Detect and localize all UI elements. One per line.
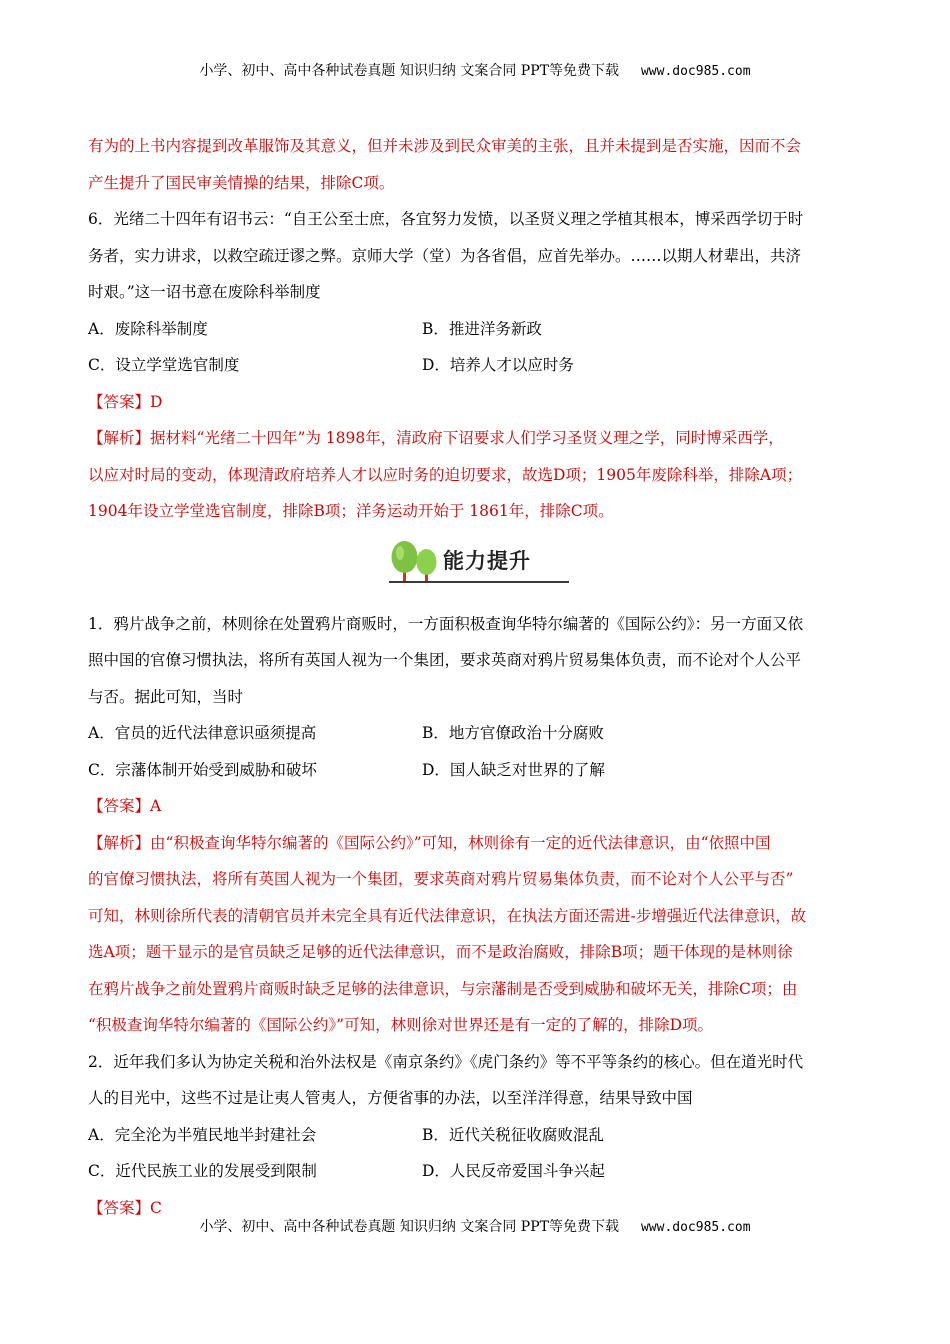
- section-title: 能力提升: [443, 548, 531, 573]
- q6-option-a: A．废除科举制度: [88, 319, 208, 338]
- answer-tag: 【答案】: [88, 1198, 151, 1217]
- q6-options-row: [88, 311, 864, 348]
- footer-text: 小学、初中、高中各种试卷真题 知识归纳 文案合同 PPT等免费下载: [199, 1219, 619, 1235]
- document-body: [88, 128, 864, 1226]
- q1-stem-line: 与否。据此可知，当时: [88, 687, 244, 706]
- answer-tag: 【答案】: [88, 797, 151, 815]
- analysis-tag: 【解析】: [88, 429, 151, 447]
- prev-analysis-line: 产生提升了国民审美情操的结果，排除C项。: [88, 173, 395, 192]
- analysis-text: 据材料“光绪二十四年”为 1898年，清政府下诏要求人们学习圣贤义理之学，同时博采西学，: [150, 429, 784, 447]
- q1-analysis-line: 选A项；题干显示的是官员缺乏足够的近代法律意识，而不是政治腐败，排除B项；题干体现的是林则徐: [88, 943, 793, 961]
- section-banner: [88, 534, 864, 598]
- q2-option-d: D．人民反帝爱国斗争兴起: [422, 1162, 605, 1180]
- q1-answer: [88, 788, 864, 825]
- page-header: [0, 60, 950, 80]
- q1-stem-line: 1．鸦片战争之前，林则徐在处置鸦片商贩时，一方面积极查询华特尔编著的《国际公约》：另一方面又依: [88, 614, 804, 633]
- q1-option-c: C．宗藩体制开始受到威胁和破坏: [88, 760, 317, 779]
- q1-analysis-line: “积极查询华特尔编著的《国际公约》”可知，林则徐对世界还是有一定的了解的，排除D项。: [88, 1016, 714, 1034]
- q2-option-b: B．近代关税征收腐败混乱: [422, 1125, 604, 1144]
- header-site: www.doc985.com: [640, 64, 751, 79]
- q6-analysis-line: 以应对时局的变动，体现清政府培养人才以应时务的迫切要求，故选D项；1905年废除科举，排除A项；: [88, 465, 803, 484]
- q2-option-a: A．完全沦为半殖民地半封建社会: [88, 1125, 317, 1144]
- header-text: 小学、初中、高中各种试卷真题 知识归纳 文案合同 PPT等免费下载: [199, 63, 619, 79]
- q6-analysis-line: 1904年设立学堂选官制度，排除B项；洋务运动开始于 1861年，排除C项。: [88, 502, 614, 520]
- q2-stem-line: 人的目光中，这些不过是让夷人管夷人，方便省事的办法，以至洋洋得意，结果导致中国: [88, 1089, 693, 1107]
- q1-options-row: [88, 715, 864, 752]
- q6-stem-line: 6．光绪二十四年有诏书云：“自王公至士庶，各宜努力发愤，以圣贤义理之学植其根本，博采西学切于时: [88, 210, 804, 228]
- q2-options-row: [88, 1153, 864, 1190]
- answer-value: C: [150, 1198, 162, 1217]
- q6-answer: [88, 384, 864, 421]
- tree-icon-leaf: [392, 541, 418, 573]
- q1-analysis-line: [88, 825, 864, 862]
- tree-icon-leaf-shade: [396, 546, 404, 560]
- section-underline: [389, 581, 569, 583]
- q1-option-b: B．地方官僚政治十分腐败: [422, 724, 604, 742]
- tree-icon-leaf: [417, 549, 437, 575]
- section-banner-box: [381, 541, 571, 591]
- q2-stem-line: 2．近年我们多认为协定关税和治外法权是《南京条约》《虎门条约》等不平等条约的核心。但在道光时代: [88, 1052, 804, 1071]
- q1-stem-line: 照中国的官僚习惯执法，将所有英国人视为一个集团，要求英商对鸦片贸易集体负责，而不论对个人公平: [88, 651, 802, 669]
- q1-options-row: [88, 752, 864, 789]
- q6-option-c: C．设立学堂选官制度: [88, 356, 240, 374]
- q6-option-d: D．培养人才以应时务: [422, 356, 574, 374]
- answer-value: D: [150, 392, 163, 411]
- analysis-text: 由“积极查询华特尔编著的《国际公约》”可知，林则徐有一定的近代法律意识，由“依照中国: [150, 833, 771, 852]
- q6-stem-line: 务者，实力讲求，以救空疏迂谬之弊。京师大学（堂）为各省倡，应首先举办。……以期人材辈出，共济: [88, 246, 802, 265]
- answer-value: A: [150, 797, 162, 815]
- q6-analysis-line: [88, 420, 864, 457]
- q2-options-row: [88, 1117, 864, 1154]
- q6-option-b: B．推进洋务新政: [422, 319, 542, 338]
- q1-option-a: A．官员的近代法律意识亟须提高: [88, 724, 317, 742]
- q6-stem-line: 时艰。”这一诏书意在废除科举制度: [88, 283, 321, 301]
- analysis-tag: 【解析】: [88, 833, 151, 852]
- prev-analysis-line: 有为的上书内容提到改革服饰及其意义，但并未涉及到民众审美的主张，且并未提到是否实施，因而不会: [88, 137, 802, 155]
- q6-options-row: [88, 347, 864, 384]
- q1-option-d: D．国人缺乏对世界的了解: [422, 760, 605, 779]
- q1-analysis-line: 可知，林则徐所代表的清朝官员并未完全具有近代法律意识，在执法方面还需进-步增强近代法律意识，故: [88, 906, 807, 925]
- q2-option-c: C．近代民族工业的发展受到限制: [88, 1162, 317, 1180]
- footer-site: www.doc985.com: [640, 1220, 751, 1235]
- page-footer: [0, 1216, 950, 1236]
- q1-analysis-line: 的官僚习惯执法，将所有英国人视为一个集团，要求英商对鸦片贸易集体负责，而不论对个人公平与否”: [88, 870, 794, 888]
- answer-tag: 【答案】: [88, 392, 151, 411]
- q1-analysis-line: 在鸦片战争之前处置鸦片商贩时缺乏足够的法律意识，与宗藩制是否受到威胁和破坏无关，排除C项；由: [88, 979, 798, 998]
